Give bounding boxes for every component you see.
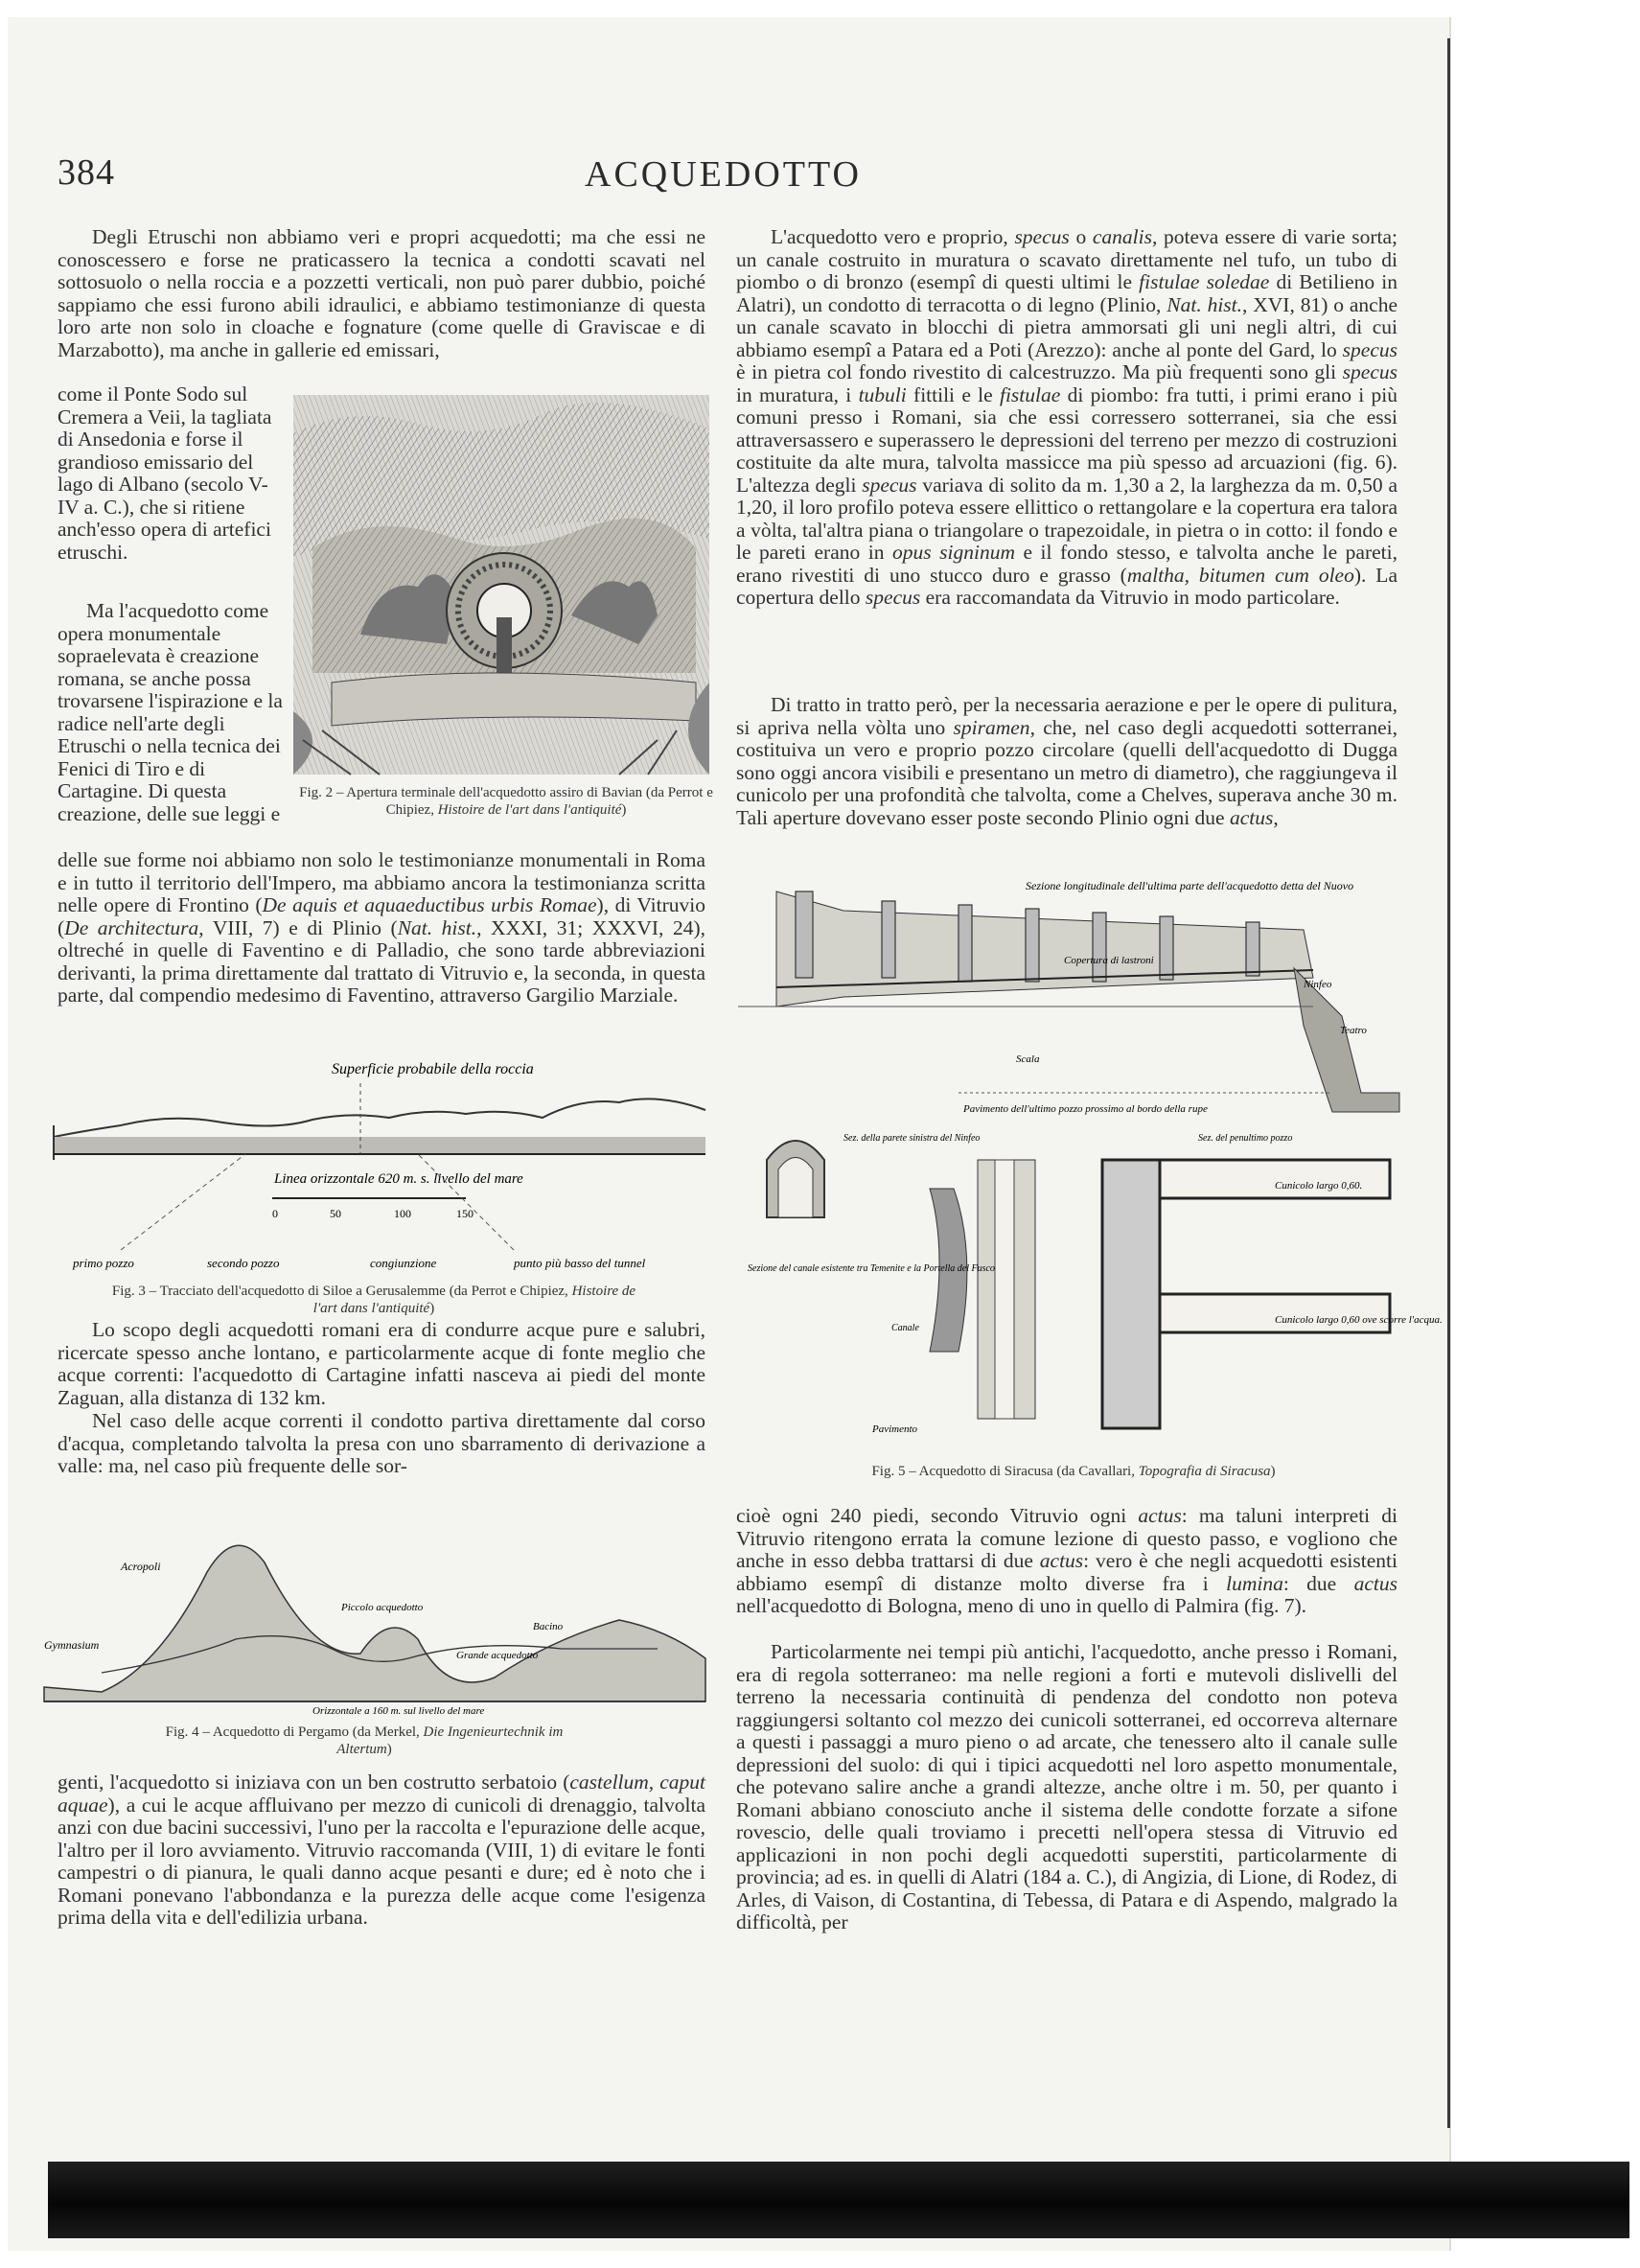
figure-2-image	[293, 395, 709, 775]
right-paragraph-1: L'acquedotto vero e proprio, specus o canalis, poteva essere di varie sorta; un canale costruito in muratura o scavato direttamente nel tufo, un tubo di piombo o di bronzo (esempî di questi ultimi le fistulae soledae di Betilieno in Alatri), un condotto di terracotta o di legno (Plinio, Nat. hist., XVI, 81) o anche un canale scavato in blocchi di pietra ammorsati gli uni negli altri, di cui abbiamo esempî a Patara ed a Poti (Arezzo): anche al ponte del Gard, lo specus è in pietra col fondo rivestito di calcestruzzo. Ma più frequenti sono gli specus in muratura, i tubuli fittili e le fistulae di piombo: fra tutti, i primi erano i più comuni presso i Romani, sia che essi corressero sotterranei, sia che essi attraversassero e superassero le depressioni del terreno per mezzo di costruzioni costituite da alte mura, talvolta massicce ma più spesso ad arcuazioni (fig. 6). L'altezza degli specus variava di solito da m. 1,30 a 2, la larghezza da m. 0,50 a 1,20, il loro profilo poteva essere ellittico o rettangolare e la copertura era talora a vòlta, tal'altra piana o triangolare o trapezoidale, in pietra o in cotto: il fondo e le pareti erano in opus signinum e il fondo stesso, e talvolta anche le pareti, erano rivestiti di uno stucco duro e grasso (maltha, bitumen cum oleo). La copertura dello specus era raccomandata da Vitruvio in modo particolare.	[736, 225, 1397, 609]
figure-5-caption: Fig. 5 – Acquedotto di Siracusa (da Cavallari, Topografia di Siracusa)	[871, 1464, 1276, 1479]
left-paragraph-1-wrap: come il Ponte Sodo sul Cremera a Veii, la tagliata di Ansedonia e forse il grandioso emissario del lago di Albano (secolo V-IV a. C.), che si ritiene anch'esso opera di artefici etruschi.	[58, 382, 272, 564]
fig5-scale-label: Scala	[1016, 1053, 1040, 1065]
fig4-gymnasium-label: Gymnasium	[44, 1638, 100, 1652]
fig3-rock-band	[54, 1137, 705, 1154]
figure-2-caption: Fig. 2 – Apertura terminale dell'acquedotto assiro di Bavian (da Perrot e Chipiez, Histoire de l'art dans l'antiquité)	[299, 785, 713, 818]
fig5-longitudinal-section	[776, 891, 1313, 1007]
right-paragraph-4: Particolarmente nei tempi più antichi, l'acquedotto, anche presso i Romani, era di regola sotterraneo: ma nelle regioni a forti e mutevoli dislivelli del terreno la necessaria continuità di pendenza del condotto non poteva raggiungersi soltanto col mezzo dei cunicoli sotterranei, ed occorreva alternare a questi i passaggi a muro pieno o ad arcate, che tenessero alto il canale sulle depressioni del suolo: di qui i tipici acquedotti nel loro aspetto monumentale, che potevano salire anche a grandi altezze, anche oltre i m. 50, per quanto i Romani abbiano conosciuto anche il sistema delle condotte forzate a sifone rovescio, delle quali troviamo i precetti nell'opera stessa di Vitruvio ed applicazioni in non pochi degli acquedotti superstiti, particolarmente di provincia; ad es. in quelli di Alatri (184 a. C.), di Angizia, di Lione, di Rodez, di Arles, di Vaison, di Costantina, di Tebessa, di Patara e di Aspendo, malgrado la difficoltà, per	[736, 1640, 1397, 1933]
fig3-leader-2	[418, 1154, 514, 1250]
fig3-horizontal-label: Linea orizzontale 620 m. s. livello del mare	[274, 1171, 523, 1187]
fig5-shaft-bore	[995, 1160, 1014, 1419]
page-number: 384	[58, 152, 115, 193]
fig5-theatre-label: Teatro	[1340, 1025, 1367, 1036]
left-paragraph-2: delle sue forme noi abbiamo non solo le testimonianze monumentali in Roma e in tutto il territorio dell'Impero, ma abbiamo ancora la testimonianza scritta nelle opere di Frontino (De aquis et aquaeductibus urbis Romae), di Vitruvio (De architectura, VIII, 7) e di Plinio (Nat. hist., XXXI, 31; XXXVI, 24), oltreché in quelle di Faventino e di Palladio, che sono tarde abbreviazioni derivanti, la prima direttamente dal trattato di Vitruvio e, la seconda, in questa parte, dal compendio medesimo di Faventino, attraverso Gargilio Marziale.	[58, 848, 705, 1007]
fig5-shaft-pillar	[1102, 1160, 1160, 1428]
fig5-nymphaeum-label: Ninfeo	[1304, 979, 1332, 990]
bottom-black-band	[48, 2162, 1629, 2238]
fig5-left-wall-label: Sez. della parete sinistra del Ninfeo	[843, 1133, 981, 1144]
fig4-large-aqueduct-label: Grande acquedotto	[456, 1650, 539, 1661]
fig3-lowest-point-label: punto più basso del tunnel	[514, 1256, 646, 1270]
fig5-cover-label: Copertura di lastroni	[1064, 955, 1154, 966]
left-paragraph-2-wrap: Ma l'acquedotto come opera monumentale sopraelevata è creazione romana, se anche possa trovarsene l'ispirazione e la radice nell'arte degli Etruschi o nella tecnica dei Fenici di Tiro e di Cartagine. Di questa creazione, delle sue leggi e	[58, 599, 283, 825]
bavian-relief-engraving	[293, 395, 709, 775]
right-edge-rule	[1447, 38, 1450, 2128]
fig5-water-tunnel-label: Cunicolo largo 0,60 ove scorre l'acqua.	[1275, 1314, 1443, 1326]
fig4-horizontal-label: Orizzontale a 160 m. sul livello del mare	[312, 1705, 485, 1717]
fig3-scale-150: 150	[456, 1207, 474, 1220]
right-paragraph-3: cioè ogni 240 piedi, secondo Vitruvio ogni actus: ma taluni interpreti di Vitruvio ritengono errata la comune lezione di questo passo, e vogliono che anche in esso debba trattarsi di due actus: vero è che negli acquedotti esistenti abbiamo esempî di distanze molto diverse fra i lumina: due actus nell'acquedotto di Bologna, meno di uno in quello di Palmira (fig. 7).	[736, 1504, 1397, 1617]
left-paragraph-3: Lo scopo degli acquedotti romani era di condurre acque pure e salubri, ricercate spesso anche lontano, e particolarmente acque di fonte meglio che acque correnti: l'acquedotto di Cartagine infatti nasceva ai piedi del monte Zaguan, alla distanza di 132 km.	[58, 1318, 705, 1409]
fig5-tunnel-width-label: Cunicolo largo 0,60.	[1275, 1180, 1363, 1192]
figure-4-caption: Fig. 4 – Acquedotto di Pergamo (da Merkel, Die Ingenieurtechnik im Altertum)	[165, 1724, 564, 1757]
page-title: ACQUEDOTTO	[585, 154, 862, 195]
fig3-scale-100: 100	[394, 1207, 411, 1220]
fig4-basin-label: Bacino	[533, 1621, 564, 1632]
figure-5-diagram	[738, 872, 1443, 1447]
fig4-small-aqueduct-label: Piccolo acquedotto	[341, 1602, 424, 1613]
fig3-first-shaft-label: primo pozzo	[73, 1256, 134, 1270]
fig5-pavement-label: Pavimento dell'ultimo pozzo prossimo al bordo della rupe	[963, 1103, 1208, 1115]
fig5-title-label: Sezione longitudinale dell'ultima parte dell'acquedotto detta del Nuovo	[1026, 879, 1354, 892]
fig5-penultimate-shaft-label: Sez. del penultimo pozzo	[1198, 1133, 1293, 1144]
fig3-second-shaft-label: secondo pozzo	[207, 1256, 280, 1270]
left-paragraph-1: Degli Etruschi non abbiamo veri e propri acquedotti; ma che essi ne conoscessero e forse ne praticassero la tecnica a condotti scavati nel sottosuolo o nella roccia e a pozzetti verticali, non può parer dubbio, poiché sappiamo che essi furono abili idraulici, e abbiamo testimonianze di questa loro arte non solo in cloache e fognature (come quelle di Graviscae e di Marzabotto), ma anche in gallerie ed emissari,	[58, 225, 705, 361]
figure-4-diagram	[44, 1515, 715, 1716]
fig3-scale-0: 0	[272, 1207, 278, 1220]
fig3-leader-1	[121, 1154, 245, 1250]
left-paragraph-5: genti, l'acquedotto si iniziava con un ben costrutto serbatoio (castellum, caput aquae), a cui le acque affluivano per mezzo di cunicoli di drenaggio, talvolta anzi con due bacini successivi, l'uno per la raccolta e l'epurazione delle acque, l'altro per il loro avviamento. Vitruvio raccomanda (VIII, 1) di evitare le fonti campestri o di pianura, le quali danno acque pesanti e dure; ed è noto che i Romani ponevano l'abbondanza e la purezza delle acque come l'esigenza prima della vita e dell'edilizia urbana.	[58, 1770, 706, 1929]
figure-3-caption: Fig. 3 – Tracciato dell'acquedotto di Siloe a Gerusalemme (da Perrot e Chipiez, Histoire de l'art dans l'antiquité)	[111, 1284, 636, 1316]
fig3-junction-label: congiunzione	[370, 1256, 437, 1270]
fig5-floor-label: Pavimento	[872, 1423, 918, 1435]
fig5-canal-label: Canale	[891, 1323, 919, 1333]
fig5-wall-opening	[778, 1158, 813, 1218]
fig3-rock-surface-label: Superficie probabile della roccia	[332, 1061, 534, 1077]
fig3-rock-profile	[54, 1099, 705, 1137]
fig4-acropolis-label: Acropoli	[121, 1560, 161, 1573]
fig3-scale-50: 50	[330, 1207, 341, 1220]
fig5-channel-section-label: Sezione del canale esistente tra Temenite e la Portella del Fusco	[748, 1263, 995, 1274]
right-paragraph-2: Di tratto in tratto però, per la necessaria aerazione e per le opere di pulitura, si apriva nella vòlta uno spiramen, che, nel caso degli acquedotti sotterranei, costituiva un vero e proprio pozzo circolare (quelli dell'acquedotto di Dugga sono oggi ancora visibili e presentano un metro di diametro), che raggiungeva il cunicolo per una profondità che talvolta, come a Chelves, superava anche 30 m. Tali aperture dovevano esser poste secondo Plinio ogni due actus,	[736, 693, 1397, 829]
left-paragraph-4: Nel caso delle acque correnti il condotto partiva direttamente dal corso d'acqua, completando talvolta la presa con uno sbarramento di derivazione a valle: ma, nel caso più frequente delle sor-	[58, 1409, 705, 1477]
figure-3-diagram	[44, 1054, 715, 1284]
